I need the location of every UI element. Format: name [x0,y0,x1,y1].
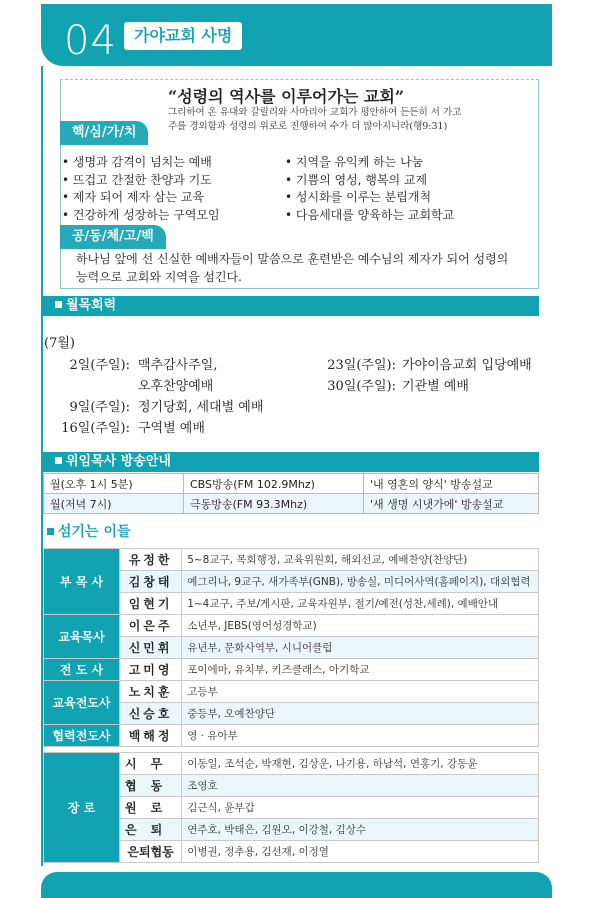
role-education-evangelist: 교육전도사 [44,681,120,725]
calendar-section-header [43,296,539,316]
broadcast-channel: CBS방송(FM 102.9Mhz) [184,474,364,494]
broadcast-time: 월(오후 1시 5분) [44,474,184,494]
elder-category: 시무 [120,753,182,775]
section-title: 섬기는 이들 [58,524,131,540]
staff-duty: 이병권, 정추용, 김선재, 이정열 [182,841,539,863]
role-elder: 장 로 [44,753,120,863]
staff-duty: 1~4교구, 주보/게시판, 교육자원부, 절기/예전(성찬,세례), 예배안내 [182,593,539,615]
staff-name: 백해정 [120,725,182,747]
calendar-date: 9일(주일): [69,400,130,415]
square-icon [47,528,54,535]
calendar-month: (7월) [44,336,75,351]
community-label: 공/동/체/고/백 [60,225,166,249]
role-cooperating-evangelist: 협력전도사 [44,725,120,747]
elder-category: 은퇴 [120,819,182,841]
table-row [44,615,539,637]
value-item: • 성시화를 이루는 분립개척 [285,189,454,207]
staff-duty: 포이에마, 유치부, 키즈클래스, 아기학교 [182,659,539,681]
staff-name: 고미영 [120,659,182,681]
square-icon [55,457,62,464]
verse-line: 그리하여 온 유대와 갈릴리와 사마리아 교회가 평안하여 든든히 서 가고 [168,107,462,118]
broadcast-time: 월(저녁 7시) [44,494,184,514]
verse-line: 주를 경외함과 성령의 위로로 진행하여 수가 더 많아지니라(행9:31) [168,121,448,132]
broadcast-section-header [43,452,539,472]
community-confession [76,250,536,286]
staff-name: 노치훈 [120,681,182,703]
staff-duty: 예그리나, 9교구, 새가족부(GNB), 방송실, 미디어사역(홈페이지), 대외협력 [182,571,539,593]
staff-name: 신민휘 [120,637,182,659]
value-item: • 뜨겁고 간절한 찬양과 기도 [62,172,220,190]
mission-verse [168,106,488,134]
calendar-event: 기관별 예배 [402,379,469,394]
value-item: • 생명과 감격이 넘치는 예배 [62,154,220,172]
page-title: 가야교회 사명 [124,22,242,50]
elder-category: 은퇴협동 [120,841,182,863]
elder-category: 원로 [120,797,182,819]
staff-name: 신승호 [120,703,182,725]
broadcast-table [43,473,539,514]
square-icon [55,301,62,308]
calendar-event: 오후찬양예배 [138,379,214,394]
role-associate-pastor: 부 목 사 [44,549,120,615]
section-number: 04 [64,18,117,64]
calendar-event: 정기당회, 세대별 예배 [138,400,264,415]
calendar-date: 30일(주일): [327,379,396,394]
table-row [44,549,539,571]
staff-name: 이은주 [120,615,182,637]
value-item: • 건강하게 성장하는 구역모임 [62,207,220,225]
confession-line: 능력으로 교회와 지역을 섬긴다. [76,270,242,284]
elder-category: 협동 [120,775,182,797]
calendar-date: 2일(주일): [69,358,130,373]
top-banner [41,0,552,66]
table-row [44,725,539,747]
staff-name: 임현기 [120,593,182,615]
section-title: 위임목사 방송안내 [66,454,171,469]
staff-name: 유정한 [120,549,182,571]
staff-duty: 김근식, 윤부갑 [182,797,539,819]
staff-duty: 고등부 [182,681,539,703]
staff-duty: 유년부, 문화사역부, 시니어클럽 [182,637,539,659]
calendar-event: 가야이음교회 입당예배 [402,358,532,373]
value-item: • 제자 되어 제자 삼는 교육 [62,189,220,207]
values-list-right [285,154,454,224]
broadcast-program: '내 영혼의 양식' 방송설교 [364,474,539,494]
role-education-pastor: 교육목사 [44,615,120,659]
table-row [44,681,539,703]
core-values-label: 핵/심/가/치 [60,121,148,145]
calendar-event: 구역별 예배 [138,421,205,436]
values-list-left [62,154,220,224]
staff-table [43,548,539,863]
calendar-date: 23일(주일): [327,358,396,373]
confession-line: 하나님 앞에 선 신실한 예배자들이 말씀으로 훈련받은 예수님의 제자가 되어 성령의 [76,252,509,266]
staff-section-header [43,522,539,542]
value-item: • 지역을 유익케 하는 나눔 [285,154,454,172]
calendar-date: 16일(주일): [61,421,130,436]
staff-duty: 중등부, 오예찬양단 [182,703,539,725]
bottom-banner [41,872,552,898]
staff-name: 김창태 [120,571,182,593]
staff-duty: 영 · 유아부 [182,725,539,747]
staff-duty: 이동일, 조석순, 박재현, 김상운, 나기용, 하남석, 연홍기, 강동윤 [182,753,539,775]
mission-quote: “성령의 역사를 이루어가는 교회” [168,87,405,106]
table-row [44,753,539,775]
staff-duty: 연주호, 박태은, 김원오, 이강철, 김상수 [182,819,539,841]
broadcast-program: '새 생명 시냇가에' 방송설교 [364,494,539,514]
table-row [44,659,539,681]
section-title: 월목회력 [66,298,117,313]
value-item: • 기쁨의 영성, 행복의 교제 [285,172,454,190]
broadcast-channel: 극동방송(FM 93.3Mhz) [184,494,364,514]
table-row [44,474,539,494]
table-row [44,494,539,514]
calendar-event: 맥추감사주일, [138,358,218,373]
role-evangelist: 전 도 사 [44,659,120,681]
staff-duty: 조영호 [182,775,539,797]
staff-duty: 5~8교구, 목회행정, 교육위원회, 해외선교, 예배찬양(찬양단) [182,549,539,571]
staff-duty: 소년부, JEBS(영어성경학교) [182,615,539,637]
value-item: • 다음세대를 양육하는 교회학교 [285,207,454,225]
